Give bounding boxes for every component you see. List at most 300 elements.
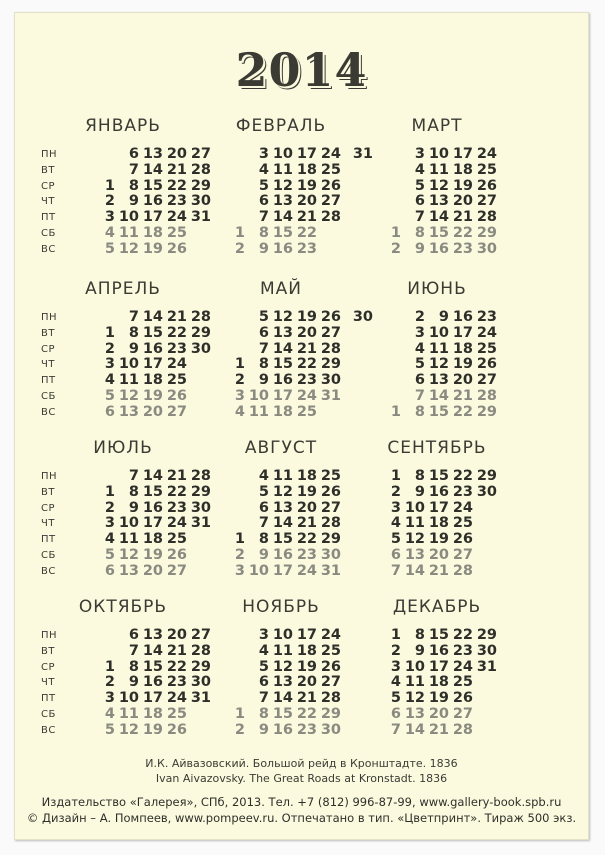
day-number: 3 (258, 146, 269, 162)
day-number: 18 (272, 403, 293, 420)
weekday-label: ВС (41, 243, 56, 255)
day-number: 31 (190, 690, 211, 707)
day-number: 27 (166, 403, 187, 420)
day-number: 20 (166, 146, 187, 162)
month-block (349, 597, 525, 747)
day-number: 12 (404, 690, 425, 707)
day-number: 14 (428, 209, 449, 226)
day-number: 9 (258, 372, 269, 389)
day-number: 6 (258, 499, 269, 516)
day-number: 21 (166, 161, 187, 178)
day-number: 10 (248, 388, 269, 404)
day-number: 20 (296, 193, 317, 210)
month-title: ОКТЯБРЬ (78, 597, 168, 617)
day-number: 1 (234, 225, 245, 241)
day-number: 11 (118, 706, 139, 722)
day-number: 16 (272, 240, 293, 257)
day-number: 10 (118, 356, 139, 373)
day-number: 22 (452, 225, 473, 241)
month-title: ИЮЛЬ (93, 438, 153, 458)
day-number: 15 (272, 225, 293, 241)
day-number: 12 (118, 547, 139, 563)
day-number: 17 (296, 146, 317, 162)
day-number: 6 (258, 193, 269, 210)
day-number: 18 (142, 706, 163, 722)
weekday-label: ВС (41, 565, 56, 577)
day-number: 30 (190, 340, 211, 357)
weekday-label: СБ (41, 709, 56, 720)
day-number: 3 (414, 324, 425, 341)
day-number: 18 (452, 161, 473, 178)
day-number: 8 (258, 706, 269, 722)
day-number: 7 (128, 468, 139, 484)
day-number: 8 (258, 356, 269, 373)
day-number: 23 (452, 483, 473, 500)
day-number: 15 (142, 483, 163, 500)
weekday-label: СБ (41, 391, 56, 402)
day-number: 4 (258, 468, 269, 484)
day-number: 17 (142, 209, 163, 226)
day-number: 5 (258, 309, 269, 325)
day-number: 22 (452, 468, 473, 484)
day-number: 25 (320, 468, 341, 484)
day-number: 18 (428, 674, 449, 691)
day-number: 3 (414, 146, 425, 162)
month-title: АПРЕЛЬ (85, 279, 161, 299)
weekday-label: ПТ (41, 693, 56, 705)
weekday-label: ПТ (41, 534, 56, 546)
day-number: 11 (428, 161, 449, 178)
day-number: 26 (320, 483, 341, 500)
day-number: 6 (128, 627, 139, 643)
day-number: 23 (166, 193, 187, 210)
day-number: 5 (258, 483, 269, 500)
day-number: 8 (128, 483, 139, 500)
calendar-card (14, 12, 589, 840)
day-number: 27 (320, 324, 341, 341)
day-number: 20 (452, 372, 473, 389)
day-number: 2 (414, 309, 425, 325)
day-number: 11 (248, 403, 269, 420)
day-number: 17 (142, 515, 163, 532)
day-number: 9 (258, 240, 269, 257)
day-number: 5 (258, 177, 269, 194)
day-number: 19 (428, 690, 449, 707)
day-number: 10 (118, 515, 139, 532)
day-number: 13 (404, 547, 425, 563)
day-number: 2 (390, 642, 401, 659)
month-block (349, 438, 525, 588)
weekday-label: ЧТ (41, 196, 55, 208)
weekday-label: СБ (41, 228, 56, 239)
day-number: 7 (258, 340, 269, 357)
day-number: 28 (476, 209, 497, 226)
day-number: 19 (142, 721, 163, 738)
day-number: 28 (190, 642, 211, 659)
day-number: 2 (234, 372, 245, 389)
day-number: 3 (104, 515, 115, 532)
day-number: 20 (428, 547, 449, 563)
day-number: 16 (428, 642, 449, 659)
day-number: 2 (104, 340, 115, 357)
day-number: 26 (320, 177, 341, 194)
day-number: 9 (128, 499, 139, 516)
day-number: 29 (476, 403, 497, 420)
day-number: 7 (414, 388, 425, 404)
day-number: 12 (118, 388, 139, 404)
weekday-label: ВТ (41, 327, 55, 339)
day-number: 30 (476, 240, 497, 257)
day-number: 25 (166, 706, 187, 722)
day-number: 28 (476, 388, 497, 404)
day-number: 12 (118, 721, 139, 738)
day-number: 10 (248, 562, 269, 579)
day-number: 5 (104, 721, 115, 738)
day-number: 11 (118, 225, 139, 241)
day-number: 6 (128, 146, 139, 162)
day-number: 8 (128, 658, 139, 675)
day-number: 22 (452, 627, 473, 643)
day-number: 30 (320, 547, 341, 563)
day-number: 13 (428, 193, 449, 210)
day-number: 3 (390, 499, 401, 516)
day-number: 7 (128, 161, 139, 178)
day-number: 28 (320, 209, 341, 226)
day-number: 22 (166, 483, 187, 500)
day-number: 30 (190, 193, 211, 210)
day-number: 9 (128, 340, 139, 357)
day-number: 14 (272, 340, 293, 357)
day-number: 24 (166, 209, 187, 226)
day-number: 15 (272, 531, 293, 548)
day-number: 4 (258, 642, 269, 659)
day-number: 17 (142, 356, 163, 373)
day-number: 23 (166, 340, 187, 357)
weekday-label: СР (41, 502, 56, 514)
day-number: 22 (296, 706, 317, 722)
day-number: 1 (390, 468, 401, 484)
day-number: 1 (390, 225, 401, 241)
day-number: 21 (296, 515, 317, 532)
day-number: 10 (118, 209, 139, 226)
day-number: 21 (452, 388, 473, 404)
day-number: 26 (166, 721, 187, 738)
day-number: 8 (414, 225, 425, 241)
day-number: 29 (190, 177, 211, 194)
day-number: 20 (296, 324, 317, 341)
day-number: 23 (296, 721, 317, 738)
day-number: 13 (142, 627, 163, 643)
day-number: 23 (166, 674, 187, 691)
day-number: 18 (296, 642, 317, 659)
day-number: 24 (452, 658, 473, 675)
day-number: 23 (452, 240, 473, 257)
day-number: 2 (104, 193, 115, 210)
day-number: 19 (452, 177, 473, 194)
day-number: 8 (414, 468, 425, 484)
day-number: 17 (142, 690, 163, 707)
day-number: 5 (414, 356, 425, 373)
month-block (193, 279, 369, 429)
day-number: 19 (428, 531, 449, 548)
day-number: 18 (142, 372, 163, 389)
publisher-info: Издательство «Галерея», СПб, 2013. Тел. +7 (812) 996-87-99, www.gallery-book.spb.ru (41, 795, 562, 809)
day-number: 1 (234, 531, 245, 548)
day-number: 24 (320, 627, 341, 643)
day-number: 21 (296, 340, 317, 357)
day-number: 4 (104, 372, 115, 389)
day-number: 29 (476, 468, 497, 484)
day-number: 18 (142, 225, 163, 241)
day-number: 18 (296, 161, 317, 178)
day-number: 24 (320, 146, 341, 162)
day-number: 8 (258, 225, 269, 241)
weekday-label: ПН (41, 149, 58, 160)
day-number: 30 (190, 674, 211, 691)
day-number: 11 (118, 531, 139, 548)
day-number: 16 (272, 372, 293, 389)
day-number: 31 (320, 562, 341, 579)
day-number: 26 (320, 658, 341, 675)
day-number: 10 (272, 627, 293, 643)
day-number: 25 (320, 642, 341, 659)
day-number: 15 (142, 658, 163, 675)
day-number: 5 (390, 690, 401, 707)
day-number: 30 (476, 483, 497, 500)
day-number: 12 (118, 240, 139, 257)
month-title: НОЯБРЬ (242, 597, 320, 617)
day-number: 19 (142, 388, 163, 404)
day-number: 22 (296, 356, 317, 373)
day-number: 8 (414, 403, 425, 420)
day-number: 3 (104, 209, 115, 226)
day-number: 29 (476, 627, 497, 643)
month-title: ЯНВАРЬ (85, 116, 161, 136)
day-number: 29 (476, 225, 497, 241)
day-number: 9 (414, 642, 425, 659)
day-number: 6 (104, 403, 115, 420)
day-number: 23 (296, 240, 317, 257)
day-number: 26 (452, 531, 473, 548)
day-number: 18 (428, 515, 449, 532)
day-number: 29 (190, 658, 211, 675)
day-number: 12 (272, 483, 293, 500)
day-number: 21 (166, 642, 187, 659)
day-number: 6 (258, 324, 269, 341)
day-number: 27 (190, 146, 211, 162)
day-number: 28 (320, 515, 341, 532)
day-number: 27 (476, 372, 497, 389)
day-number: 27 (320, 499, 341, 516)
day-number: 6 (258, 674, 269, 691)
weekday-label: СР (41, 661, 56, 673)
weekday-label: ПТ (41, 212, 56, 224)
day-number: 16 (428, 240, 449, 257)
day-number: 5 (390, 531, 401, 548)
day-number: 25 (452, 674, 473, 691)
day-number: 26 (166, 240, 187, 257)
day-number: 21 (452, 209, 473, 226)
day-number: 19 (296, 309, 317, 325)
day-number: 25 (166, 372, 187, 389)
day-number: 9 (258, 547, 269, 563)
day-number: 30 (320, 721, 341, 738)
day-number: 27 (166, 562, 187, 579)
day-number: 23 (296, 547, 317, 563)
day-number: 24 (476, 324, 497, 341)
day-number: 10 (118, 690, 139, 707)
month-block (349, 116, 525, 266)
weekday-label: СР (41, 343, 56, 355)
day-number: 16 (428, 483, 449, 500)
day-number: 10 (272, 146, 293, 162)
year-title: 2014 (235, 43, 368, 97)
weekday-label: ЧТ (41, 518, 55, 530)
day-number: 5 (104, 240, 115, 257)
day-number: 11 (272, 161, 293, 178)
day-number: 24 (166, 690, 187, 707)
day-number: 1 (104, 324, 115, 341)
day-number: 7 (128, 309, 139, 325)
day-number: 31 (190, 515, 211, 532)
day-number: 21 (428, 721, 449, 738)
day-number: 16 (142, 674, 163, 691)
weekday-label: ПН (41, 471, 58, 482)
day-number: 25 (476, 340, 497, 357)
day-number: 23 (296, 372, 317, 389)
day-number: 29 (320, 531, 341, 548)
day-number: 7 (390, 562, 401, 579)
day-number: 15 (428, 468, 449, 484)
day-number: 9 (128, 193, 139, 210)
day-number: 1 (390, 403, 401, 420)
day-number: 30 (352, 309, 373, 325)
month-title: ДЕКАБРЬ (392, 597, 482, 617)
day-number: 19 (142, 547, 163, 563)
day-number: 4 (390, 674, 401, 691)
day-number: 21 (166, 309, 187, 325)
day-number: 25 (476, 161, 497, 178)
day-number: 16 (452, 309, 473, 325)
day-number: 25 (452, 515, 473, 532)
day-number: 11 (272, 642, 293, 659)
day-number: 1 (104, 483, 115, 500)
day-number: 15 (428, 627, 449, 643)
weekday-label: ВТ (41, 486, 55, 498)
weekday-label: ПТ (41, 375, 56, 387)
month-title: МАРТ (411, 116, 463, 136)
day-number: 11 (428, 340, 449, 357)
day-number: 14 (272, 690, 293, 707)
day-number: 10 (404, 658, 425, 675)
day-number: 19 (296, 658, 317, 675)
day-number: 1 (104, 177, 115, 194)
day-number: 16 (272, 547, 293, 563)
day-number: 27 (476, 193, 497, 210)
day-number: 2 (234, 547, 245, 563)
day-number: 13 (118, 562, 139, 579)
month-title: МАЙ (259, 279, 302, 299)
day-number: 28 (452, 721, 473, 738)
day-number: 17 (272, 388, 293, 404)
day-number: 2 (390, 240, 401, 257)
day-number: 10 (404, 499, 425, 516)
day-number: 10 (428, 324, 449, 341)
day-number: 4 (234, 403, 245, 420)
day-number: 2 (390, 483, 401, 500)
month-block (35, 438, 211, 588)
day-number: 28 (190, 468, 211, 484)
day-number: 15 (428, 403, 449, 420)
day-number: 28 (320, 340, 341, 357)
day-number: 6 (414, 193, 425, 210)
weekday-label: ПН (41, 630, 58, 641)
day-number: 12 (404, 531, 425, 548)
day-number: 12 (272, 177, 293, 194)
day-number: 9 (414, 483, 425, 500)
day-number: 31 (476, 658, 497, 675)
painting-caption-ru: И.К. Айвазовский. Большой рейд в Кронштадте. 1836 (145, 757, 458, 770)
month-title: СЕНТЯБРЬ (387, 438, 487, 458)
day-number: 15 (142, 177, 163, 194)
day-number: 17 (428, 499, 449, 516)
day-number: 9 (128, 674, 139, 691)
day-number: 31 (190, 209, 211, 226)
day-number: 4 (258, 161, 269, 178)
day-number: 16 (142, 193, 163, 210)
day-number: 24 (166, 515, 187, 532)
day-number: 13 (142, 146, 163, 162)
day-number: 17 (452, 146, 473, 162)
day-number: 6 (390, 547, 401, 563)
day-number: 1 (234, 356, 245, 373)
day-number: 3 (104, 690, 115, 707)
day-number: 19 (142, 240, 163, 257)
day-number: 17 (428, 658, 449, 675)
day-number: 14 (142, 642, 163, 659)
day-number: 14 (142, 161, 163, 178)
day-number: 29 (320, 356, 341, 373)
day-number: 18 (452, 340, 473, 357)
day-number: 14 (272, 515, 293, 532)
day-number: 22 (452, 403, 473, 420)
month-block (193, 116, 369, 266)
day-number: 12 (272, 309, 293, 325)
month-title: АВГУСТ (244, 438, 318, 458)
day-number: 26 (452, 690, 473, 707)
day-number: 12 (272, 658, 293, 675)
day-number: 28 (190, 161, 211, 178)
day-number: 8 (128, 324, 139, 341)
day-number: 14 (428, 388, 449, 404)
day-number: 20 (296, 499, 317, 516)
day-number: 13 (428, 372, 449, 389)
day-number: 30 (320, 372, 341, 389)
day-number: 26 (476, 177, 497, 194)
day-number: 31 (320, 388, 341, 404)
day-number: 14 (142, 309, 163, 325)
day-number: 22 (166, 324, 187, 341)
day-number: 19 (296, 177, 317, 194)
day-number: 7 (258, 515, 269, 532)
day-number: 4 (104, 225, 115, 241)
day-number: 23 (166, 499, 187, 516)
day-number: 21 (428, 562, 449, 579)
month-block (35, 116, 211, 266)
day-number: 22 (166, 177, 187, 194)
month-block (193, 438, 369, 588)
day-number: 1 (390, 627, 401, 643)
